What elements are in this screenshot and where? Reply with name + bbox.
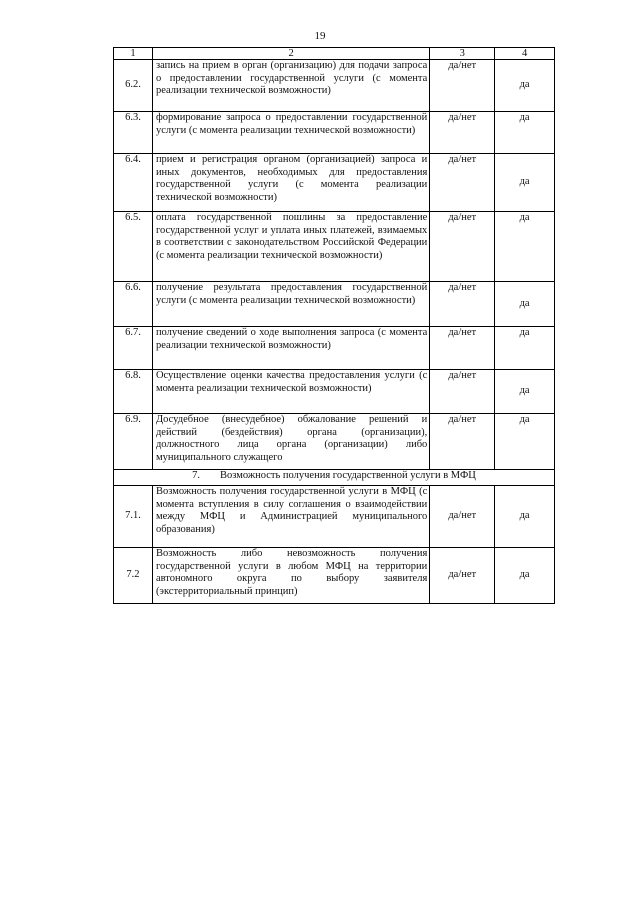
row-col3: да/нет <box>430 282 495 327</box>
row-col3: да/нет <box>430 370 495 414</box>
table-row <box>114 154 555 212</box>
row-col4: да <box>495 414 555 470</box>
row-number: 6.4. <box>114 154 153 212</box>
row-col3: да/нет <box>430 327 495 370</box>
row-text: формирование запроса о предоставлении государственной услуги (с момента реализации технической возможности) <box>152 112 429 154</box>
row-col4: да <box>495 282 555 327</box>
header-col-3: 3 <box>430 48 495 60</box>
row-col3: да/нет <box>430 414 495 470</box>
row-col4: да <box>495 60 555 112</box>
row-text: получение сведений о ходе выполнения запроса (с момента реализации технической возможности) <box>152 327 429 370</box>
services-table <box>113 47 555 604</box>
row-col3: да/нет <box>430 112 495 154</box>
row-number: 6.3. <box>114 112 153 154</box>
table-row <box>114 414 555 470</box>
header-col-2: 2 <box>152 48 429 60</box>
row-number: 6.8. <box>114 370 153 414</box>
row-text: Досудебное (внесудебное) обжалование решений и действий (бездействия) органа (организации), должностного лица органа (организации) либо муниципального служащего <box>152 414 429 470</box>
table-row <box>114 327 555 370</box>
row-col3: да/нет <box>430 486 495 548</box>
table-row <box>114 112 555 154</box>
row-number: 6.6. <box>114 282 153 327</box>
row-number: 6.2. <box>114 60 153 112</box>
row-number: 7.1. <box>114 486 153 548</box>
section-heading <box>114 470 555 486</box>
row-col3: да/нет <box>430 154 495 212</box>
row-number: 6.7. <box>114 327 153 370</box>
row-text: оплата государственной пошлины за предоставление государственной услуг и уплата иных платежей, взимаемых в соответствии с законодательством Российской Федерации (с момента реализации технической возможности) <box>152 212 429 282</box>
row-text: Осуществление оценки качества предоставления услуги (с момента реализации технической возможности) <box>152 370 429 414</box>
row-text: Возможность получения государственной услуги в МФЦ (с момента вступления в силу соглашения о взаимодействии между МФЦ и Администрацией муниципального образования) <box>152 486 429 548</box>
row-col3: да/нет <box>430 548 495 604</box>
row-number: 6.9. <box>114 414 153 470</box>
row-text: прием и регистрация органом (организацией) запроса и иных документов, необходимых для предоставления государственной услуги (с момента реализации технической возможности) <box>152 154 429 212</box>
table-row <box>114 548 555 604</box>
page-number: 19 <box>314 30 326 42</box>
header-col-4: 4 <box>495 48 555 60</box>
row-text: Возможность либо невозможность получения государственной услуги в любом МФЦ на территории автономного округа по выбору заявителя (экстерриториальный принцип) <box>152 548 429 604</box>
table-row <box>114 282 555 327</box>
row-text: запись на прием в орган (организацию) для подачи запроса о предоставлении государственной услуги (с момента реализации технической возможности) <box>152 60 429 112</box>
header-row <box>114 48 555 60</box>
table-row <box>114 60 555 112</box>
row-col4: да <box>495 548 555 604</box>
row-col3: да/нет <box>430 60 495 112</box>
row-col4: да <box>495 370 555 414</box>
row-col4: да <box>495 327 555 370</box>
row-col4: да <box>495 212 555 282</box>
table-row <box>114 486 555 548</box>
section-row <box>114 470 555 486</box>
row-text: получение результата предоставления государственной услуги (с момента реализации технической возможности) <box>152 282 429 327</box>
table-row <box>114 370 555 414</box>
row-number: 7.2 <box>114 548 153 604</box>
row-col4: да <box>495 486 555 548</box>
row-number: 6.5. <box>114 212 153 282</box>
section-number: 7. <box>192 470 200 481</box>
section-title: Возможность получения государственной услуги в МФЦ <box>220 470 476 481</box>
row-col3: да/нет <box>430 212 495 282</box>
row-col4: да <box>495 154 555 212</box>
header-col-1: 1 <box>114 48 153 60</box>
row-col4: да <box>495 112 555 154</box>
table-row <box>114 212 555 282</box>
